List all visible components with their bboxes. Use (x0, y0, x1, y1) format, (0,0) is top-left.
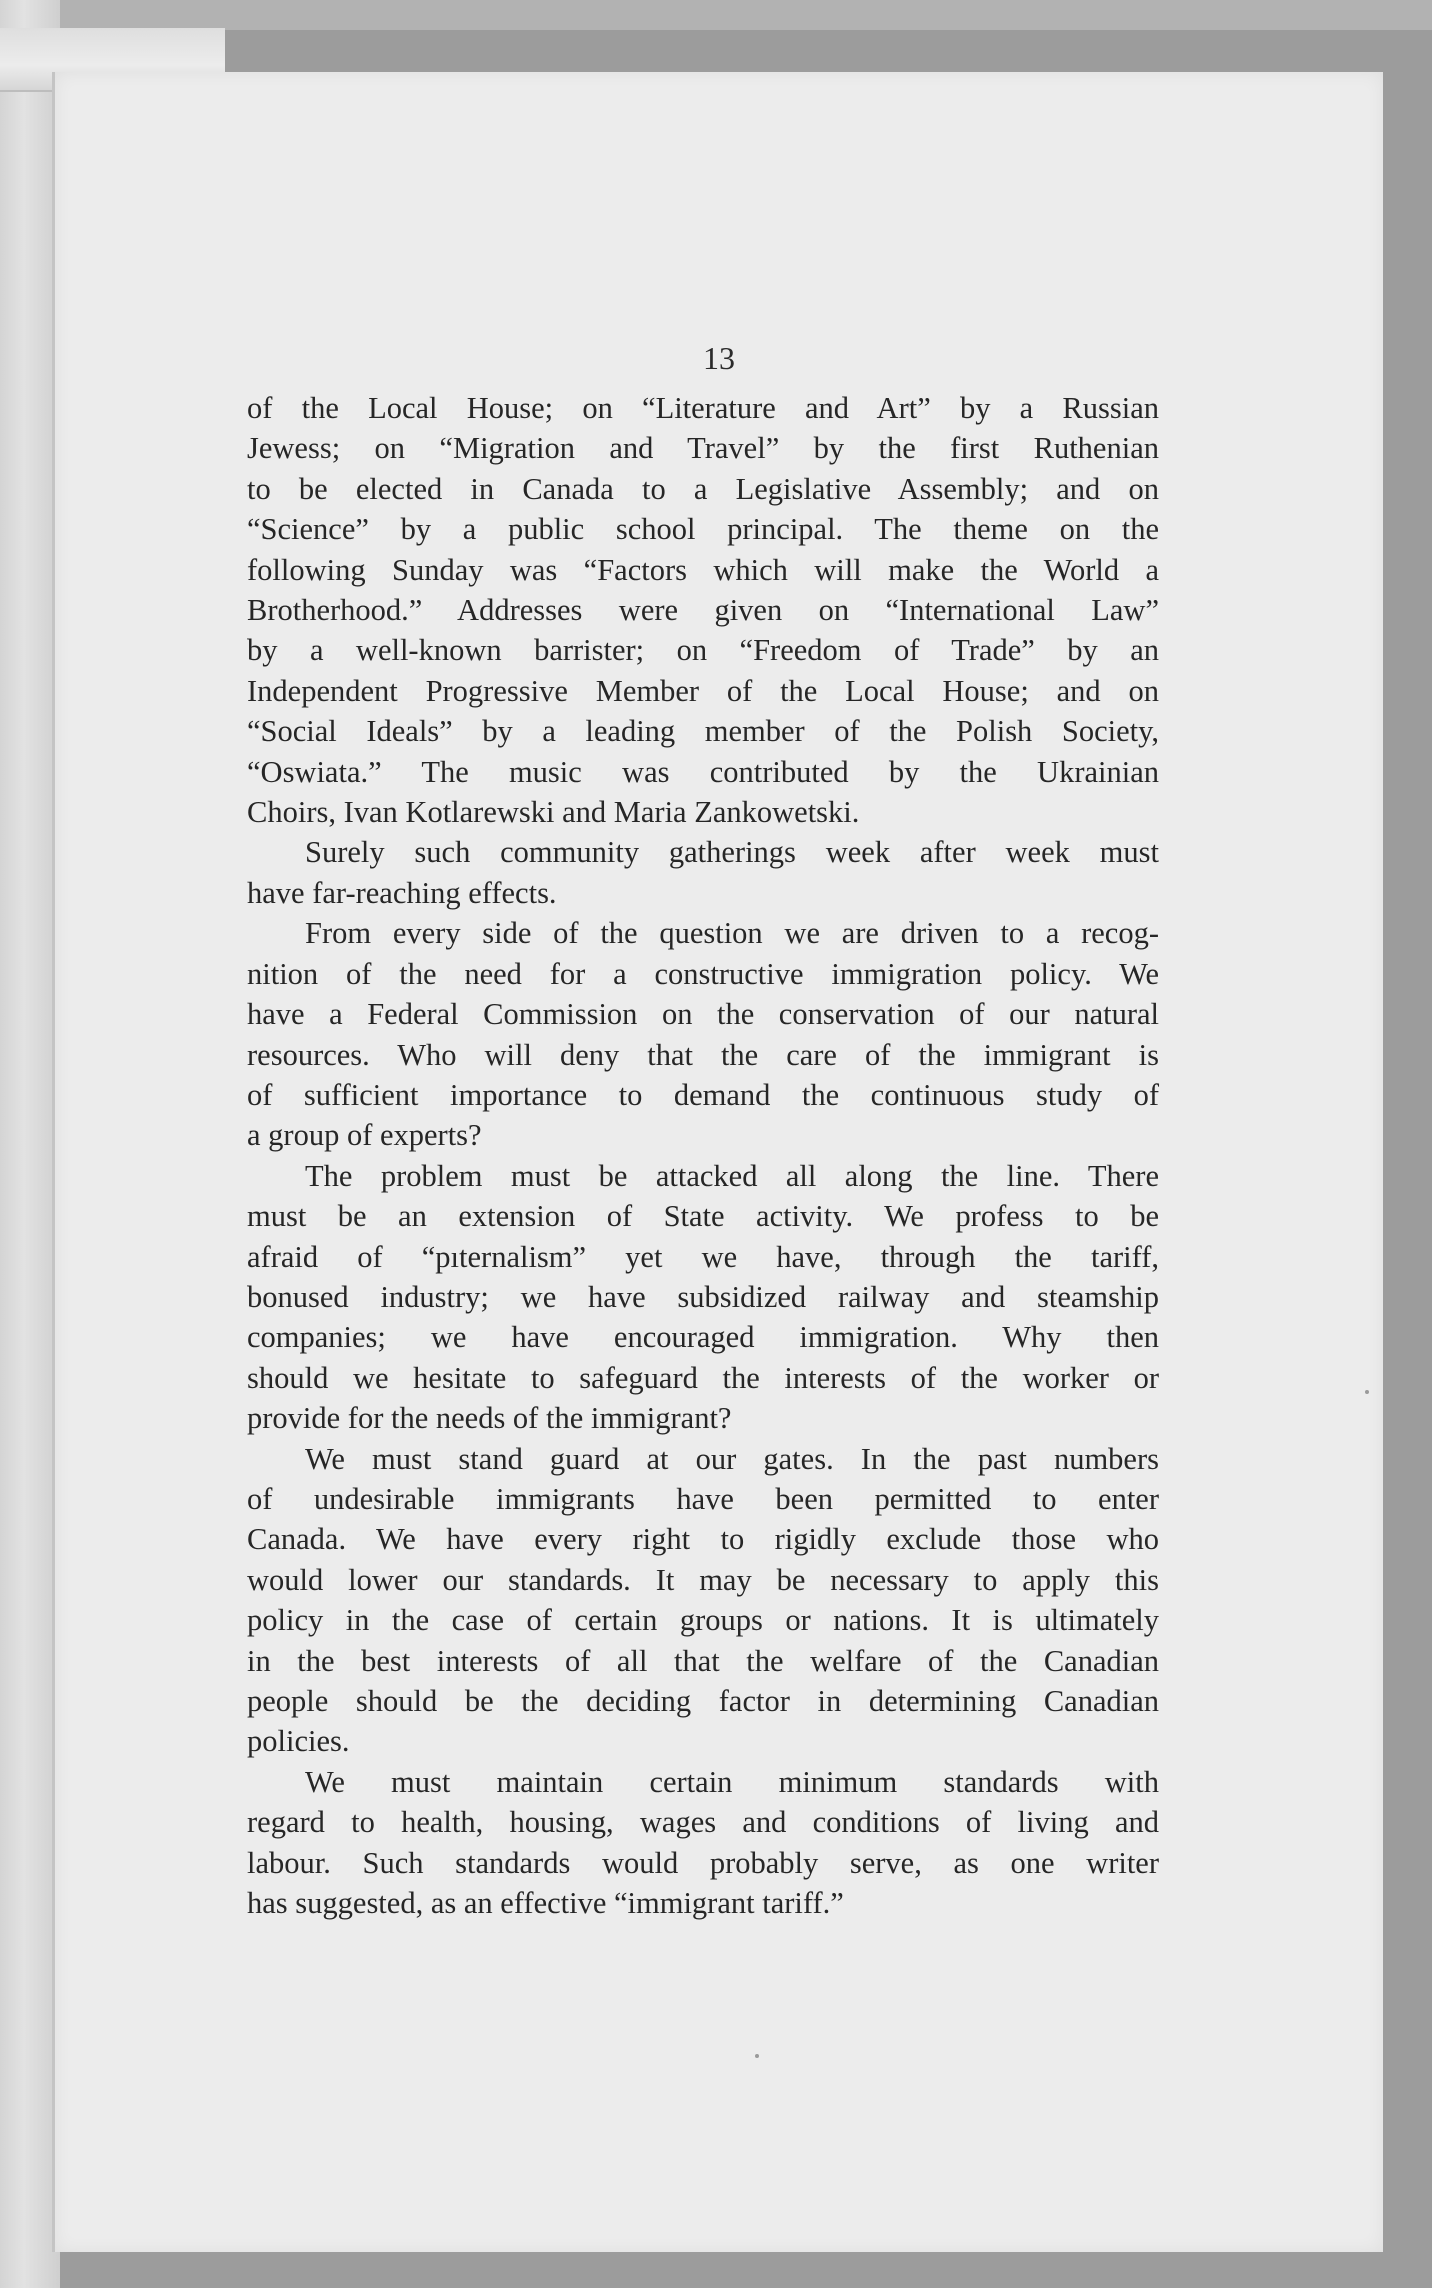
text-line: following Sunday was “Factors which will make the World a (247, 552, 1159, 587)
text-line: labour. Such standards would probably serve, as one writer (247, 1845, 1159, 1880)
text-line: regard to health, housing, wages and conditions of living and (247, 1805, 1159, 1840)
text-line: nition of the need for a constructive immigration policy. We (247, 956, 1159, 991)
text-line: Canada. We have every right to rigidly exclude those who (247, 1522, 1159, 1557)
text-line: Independent Progressive Member of the Local House; and on (247, 673, 1159, 708)
text-line: companies; we have encouraged immigration. Why then (247, 1320, 1159, 1355)
paragraph (247, 1439, 1159, 1762)
text-line: of the Local House; on “Literature and Art” by a Russian (247, 391, 1159, 425)
text-line: must be an extension of State activity. We profess to be (247, 1199, 1159, 1234)
text-line: have a Federal Commission on the conservation of our natural (247, 997, 1159, 1032)
text-line: has suggested, as an effective “immigrant tariff.” (247, 1886, 844, 1921)
text-line: people should be the deciding factor in determining Canadian (247, 1684, 1159, 1718)
text-line: resources. Who will deny that the care of the immigrant is (247, 1037, 1159, 1072)
text-line: of sufficient importance to demand the continuous study of (247, 1077, 1159, 1112)
text-line: bonused industry; we have subsidized railway and steamship (247, 1279, 1159, 1314)
text-line: “Oswiata.” The music was contributed by the Ukrainian (247, 754, 1159, 789)
text-line: provide for the needs of the immigrant? (247, 1401, 732, 1436)
paper-speck (1365, 1390, 1369, 1394)
text-line: “Social Ideals” by a leading member of the Polish Society, (247, 714, 1159, 749)
paragraph (247, 1156, 1159, 1439)
book-spine-edge (0, 0, 60, 2288)
text-line: Surely such community gatherings week after week must (305, 835, 1159, 870)
text-line: We must stand guard at our gates. In the past numbers (305, 1441, 1159, 1476)
text-line: The problem must be attacked all along the line. There (305, 1158, 1159, 1193)
text-line: of undesirable immigrants have been permitted to enter (247, 1481, 1159, 1516)
paragraph (247, 1762, 1159, 1924)
text-line: policy in the case of certain groups or nations. It is ultimately (247, 1603, 1159, 1638)
text-line: by a well-known barrister; on “Freedom of Trade” by an (247, 633, 1159, 668)
scanner-background-top (0, 0, 1432, 30)
text-line: Choirs, Ivan Kotlarewski and Maria Zankowetski. (247, 795, 860, 830)
text-line: would lower our standards. It may be necessary to apply this (247, 1562, 1159, 1597)
body-text (247, 388, 1159, 1923)
text-line: a group of experts? (247, 1118, 482, 1153)
text-line: Brotherhood.” Addresses were given on “International Law” (247, 593, 1159, 628)
text-line: to be elected in Canada to a Legislative Assembly; and on (247, 471, 1159, 506)
paragraph (247, 913, 1159, 1155)
text-line: Jewess; on “Migration and Travel” by the first Ruthenian (247, 431, 1159, 466)
text-line: We must maintain certain minimum standards with (305, 1764, 1159, 1799)
text-line: should we hesitate to safeguard the interests of the worker or (247, 1360, 1159, 1395)
paragraph (247, 388, 1159, 832)
paragraph (247, 832, 1159, 913)
text-line: in the best interests of all that the welfare of the Canadian (247, 1643, 1159, 1678)
text-line: afraid of “pıternalism” yet we have, through the tariff, (247, 1239, 1159, 1274)
text-line: From every side of the question we are driven to a recog- (305, 916, 1159, 951)
paper-speck (755, 2054, 759, 2058)
text-line: have far-reaching effects. (247, 875, 557, 910)
text-line: policies. (247, 1724, 350, 1759)
document-page (52, 72, 1383, 2252)
page-number: 13 (703, 340, 735, 376)
text-line: “Science” by a public school principal. The theme on the (247, 512, 1159, 547)
